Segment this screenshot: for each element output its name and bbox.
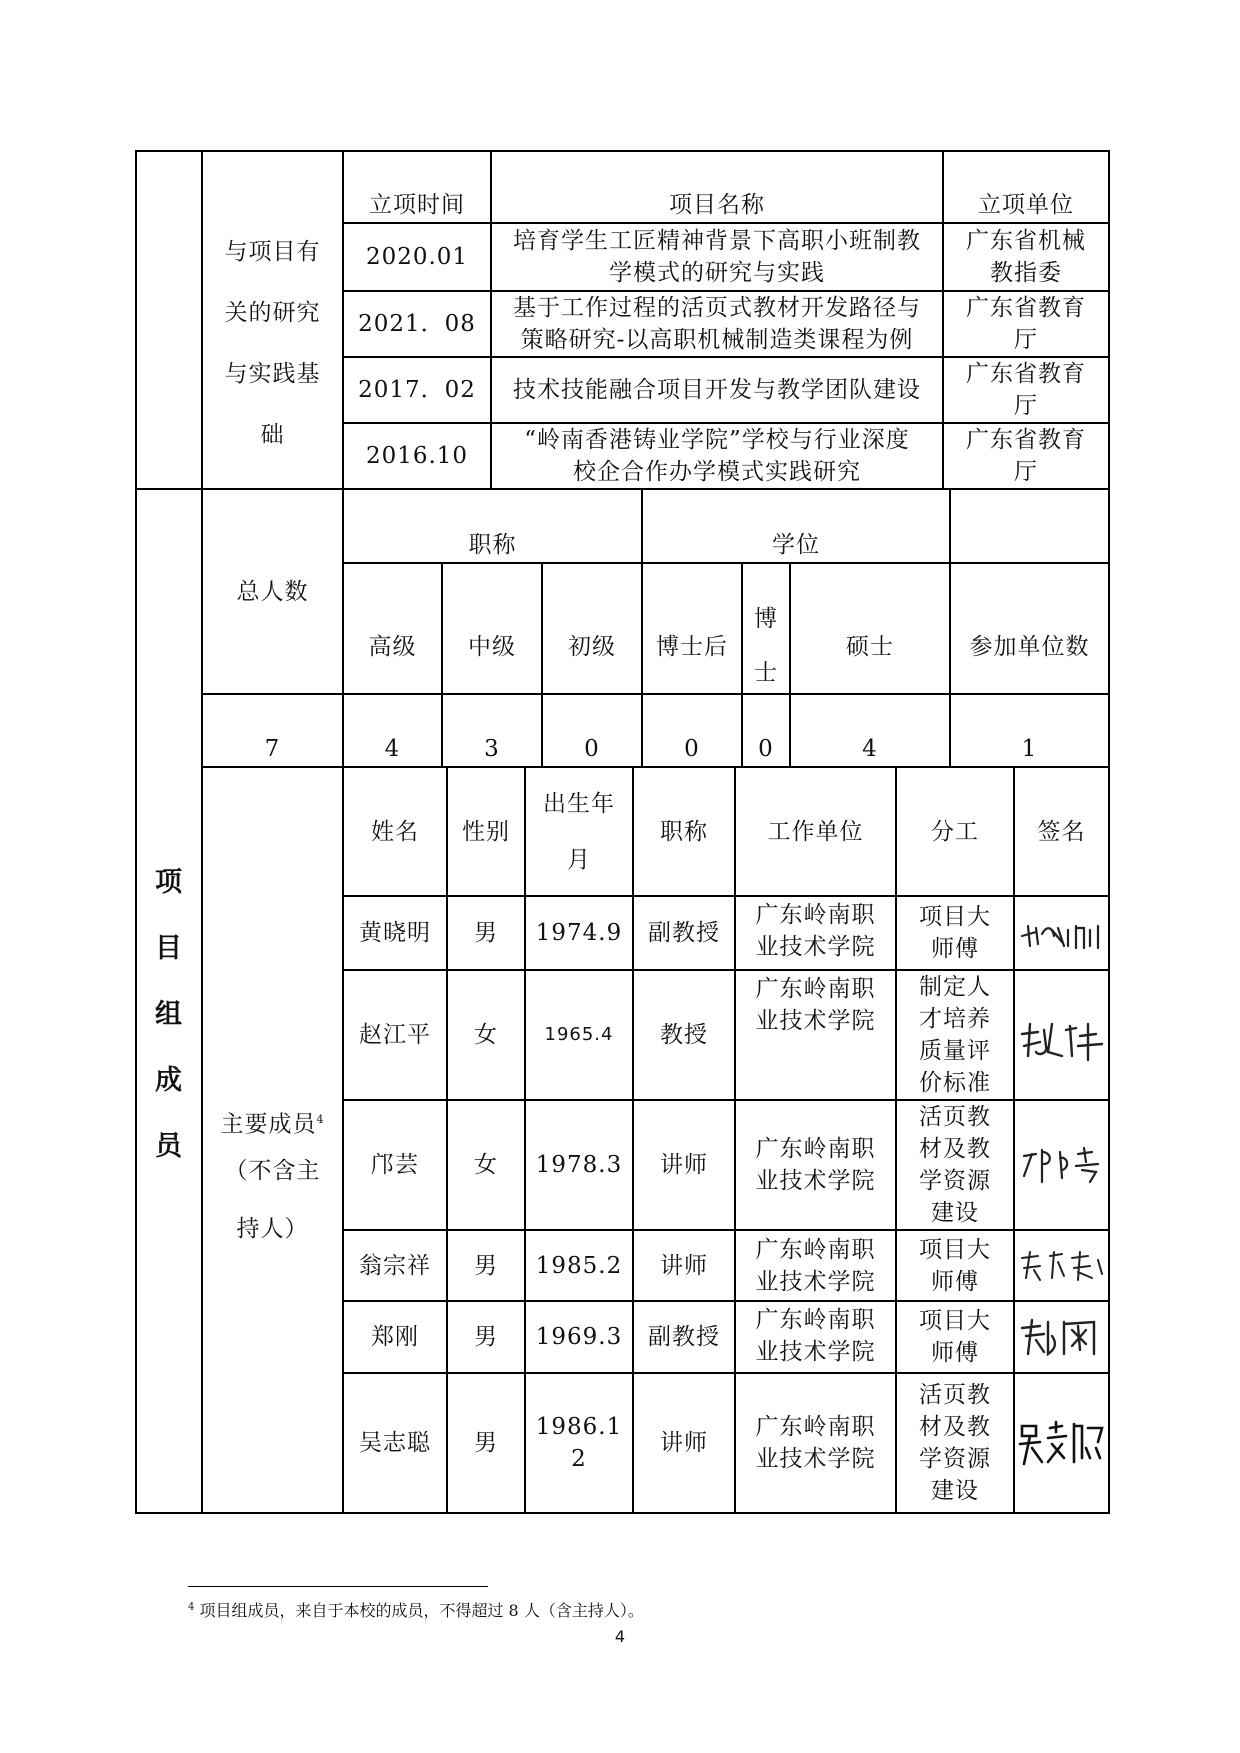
footnote-separator (188, 1586, 488, 1587)
research-row-name: 培育学生工匠精神背景下高职小班制教 学模式的研究与实践 (513, 228, 921, 286)
member-role: 制定人 才培养 质量评 价标准 (919, 974, 991, 1096)
member-unit: 广东岭南职 业技术学院 (755, 1307, 876, 1365)
degree-group-label: 学位 (772, 532, 820, 558)
member-title: 讲师 (660, 1252, 708, 1279)
stats-col-master: 硕士 (846, 634, 894, 660)
member-gender: 男 (474, 1324, 498, 1350)
member-unit: 广东岭南职 业技术学院 (755, 1136, 876, 1194)
member-unit: 广东岭南职 业技术学院 (755, 902, 876, 960)
member-signature (1016, 1418, 1106, 1470)
member-name: 吴志聪 (359, 1430, 431, 1456)
member-role: 活页教 材及教 学资源 建设 (919, 1382, 991, 1504)
member-header-role: 分工 (931, 818, 979, 845)
stats-col-senior: 高级 (368, 634, 417, 660)
member-unit: 广东岭南职 业技术学院 (755, 1414, 876, 1472)
research-section-label: 与项目有 关的研究 与实践基 础 (224, 239, 321, 448)
stats-value-master: 4 (862, 736, 878, 762)
members-label: 主要成员$^4$ (220, 1111, 325, 1138)
research-row-unit: 广东省机械 教指委 (966, 228, 1086, 286)
member-role: 项目大 师傅 (919, 904, 991, 962)
stats-col-intermediate: 中级 (468, 634, 516, 660)
member-header-unit: 工作单位 (767, 818, 864, 845)
member-title: 讲师 (660, 1152, 708, 1178)
member-gender: 女 (474, 1022, 498, 1048)
member-signature (1018, 912, 1106, 954)
member-gender: 男 (474, 1252, 498, 1279)
member-birth: 1986.1 2 (535, 1414, 623, 1472)
header-time: 立项时间 (369, 192, 465, 218)
member-name: 赵江平 (359, 1022, 431, 1048)
member-title: 副教授 (648, 1324, 720, 1350)
member-name: 邝芸 (371, 1152, 419, 1178)
member-header-title: 职称 (660, 818, 708, 845)
member-header-signature: 签名 (1037, 818, 1086, 845)
header-project-name: 项目名称 (669, 192, 765, 218)
research-row-time: 2017．02 (358, 377, 476, 403)
research-row-unit: 广东省教育 厅 (966, 295, 1086, 353)
research-row-time: 2021．08 (358, 311, 476, 337)
member-birth: 1965.4 (544, 1024, 614, 1045)
member-role: 活页教 材及教 学资源 建设 (919, 1104, 991, 1226)
research-row-unit: 广东省教育 厅 (966, 427, 1086, 485)
member-header-birth: 出生年 月 (543, 790, 615, 873)
member-title: 教授 (660, 1022, 708, 1048)
member-header-gender: 性别 (462, 818, 510, 845)
member-birth: 1978.3 (535, 1152, 623, 1178)
member-unit: 广东岭南职 业技术学院 (755, 1236, 876, 1295)
research-row-name: 技术技能融合项目开发与教学团队建设 (513, 377, 921, 403)
stats-value-intermediate: 3 (484, 736, 500, 762)
stats-value-postdoc: 0 (684, 736, 700, 762)
team-section-label: 项 目 组 成 员 (155, 867, 183, 1162)
member-name: 翁宗祥 (359, 1252, 431, 1279)
member-role: 项目大 师傅 (919, 1236, 991, 1295)
member-unit: 广东岭南职 业技术学院 (755, 976, 876, 1034)
total-count-label: 总人数 (236, 578, 309, 605)
stats-col-junior: 初级 (568, 634, 616, 660)
member-signature (1018, 1314, 1106, 1360)
stats-col-phd: 博 士 (754, 605, 778, 686)
title-group-label: 职称 (468, 532, 517, 558)
stats-value-senior: 4 (384, 736, 401, 762)
stats-col-units: 参加单位数 (969, 634, 1090, 660)
research-row-time: 2020.01 (365, 244, 469, 270)
member-signature (1018, 1248, 1106, 1284)
research-row-name: “岭南香港铸业学院”学校与行业深度 校企合作办学模式实践研究 (524, 427, 910, 485)
stats-value-phd: 0 (758, 736, 774, 762)
member-gender: 男 (474, 920, 498, 946)
member-gender: 女 (474, 1152, 498, 1178)
header-unit: 立项单位 (978, 192, 1074, 218)
research-row-name: 基于工作过程的活页式教材开发路径与 策略研究-以高职机械制造类课程为例 (513, 295, 921, 353)
stats-col-postdoc: 博士后 (656, 634, 728, 660)
member-title: 讲师 (660, 1430, 708, 1456)
footnote: $^4$ 项目组成员，来自于本校的成员，不得超过 8 人（含主持人）。 (188, 1601, 644, 1620)
member-gender: 男 (474, 1430, 498, 1456)
stats-value-total: 7 (264, 736, 281, 762)
member-birth: 1974.9 (535, 920, 623, 946)
member-birth: 1985.2 (535, 1252, 623, 1279)
member-role: 项目大 师傅 (919, 1308, 991, 1366)
member-name: 黄晓明 (359, 920, 431, 946)
member-title: 副教授 (648, 920, 720, 946)
research-row-unit: 广东省教育 厅 (966, 361, 1086, 419)
research-row-time: 2016.10 (365, 443, 469, 469)
stats-value-junior: 0 (584, 736, 600, 762)
members-sublabel: （不含主 持人） (224, 1158, 321, 1242)
stats-value-units: 1 (1021, 736, 1038, 762)
member-signature (1018, 1142, 1106, 1188)
member-birth: 1969.3 (535, 1324, 623, 1350)
page-number: 4 (614, 1627, 626, 1646)
member-name: 郑刚 (371, 1324, 419, 1350)
member-signature (1018, 1016, 1106, 1064)
member-header-name: 姓名 (371, 818, 419, 845)
